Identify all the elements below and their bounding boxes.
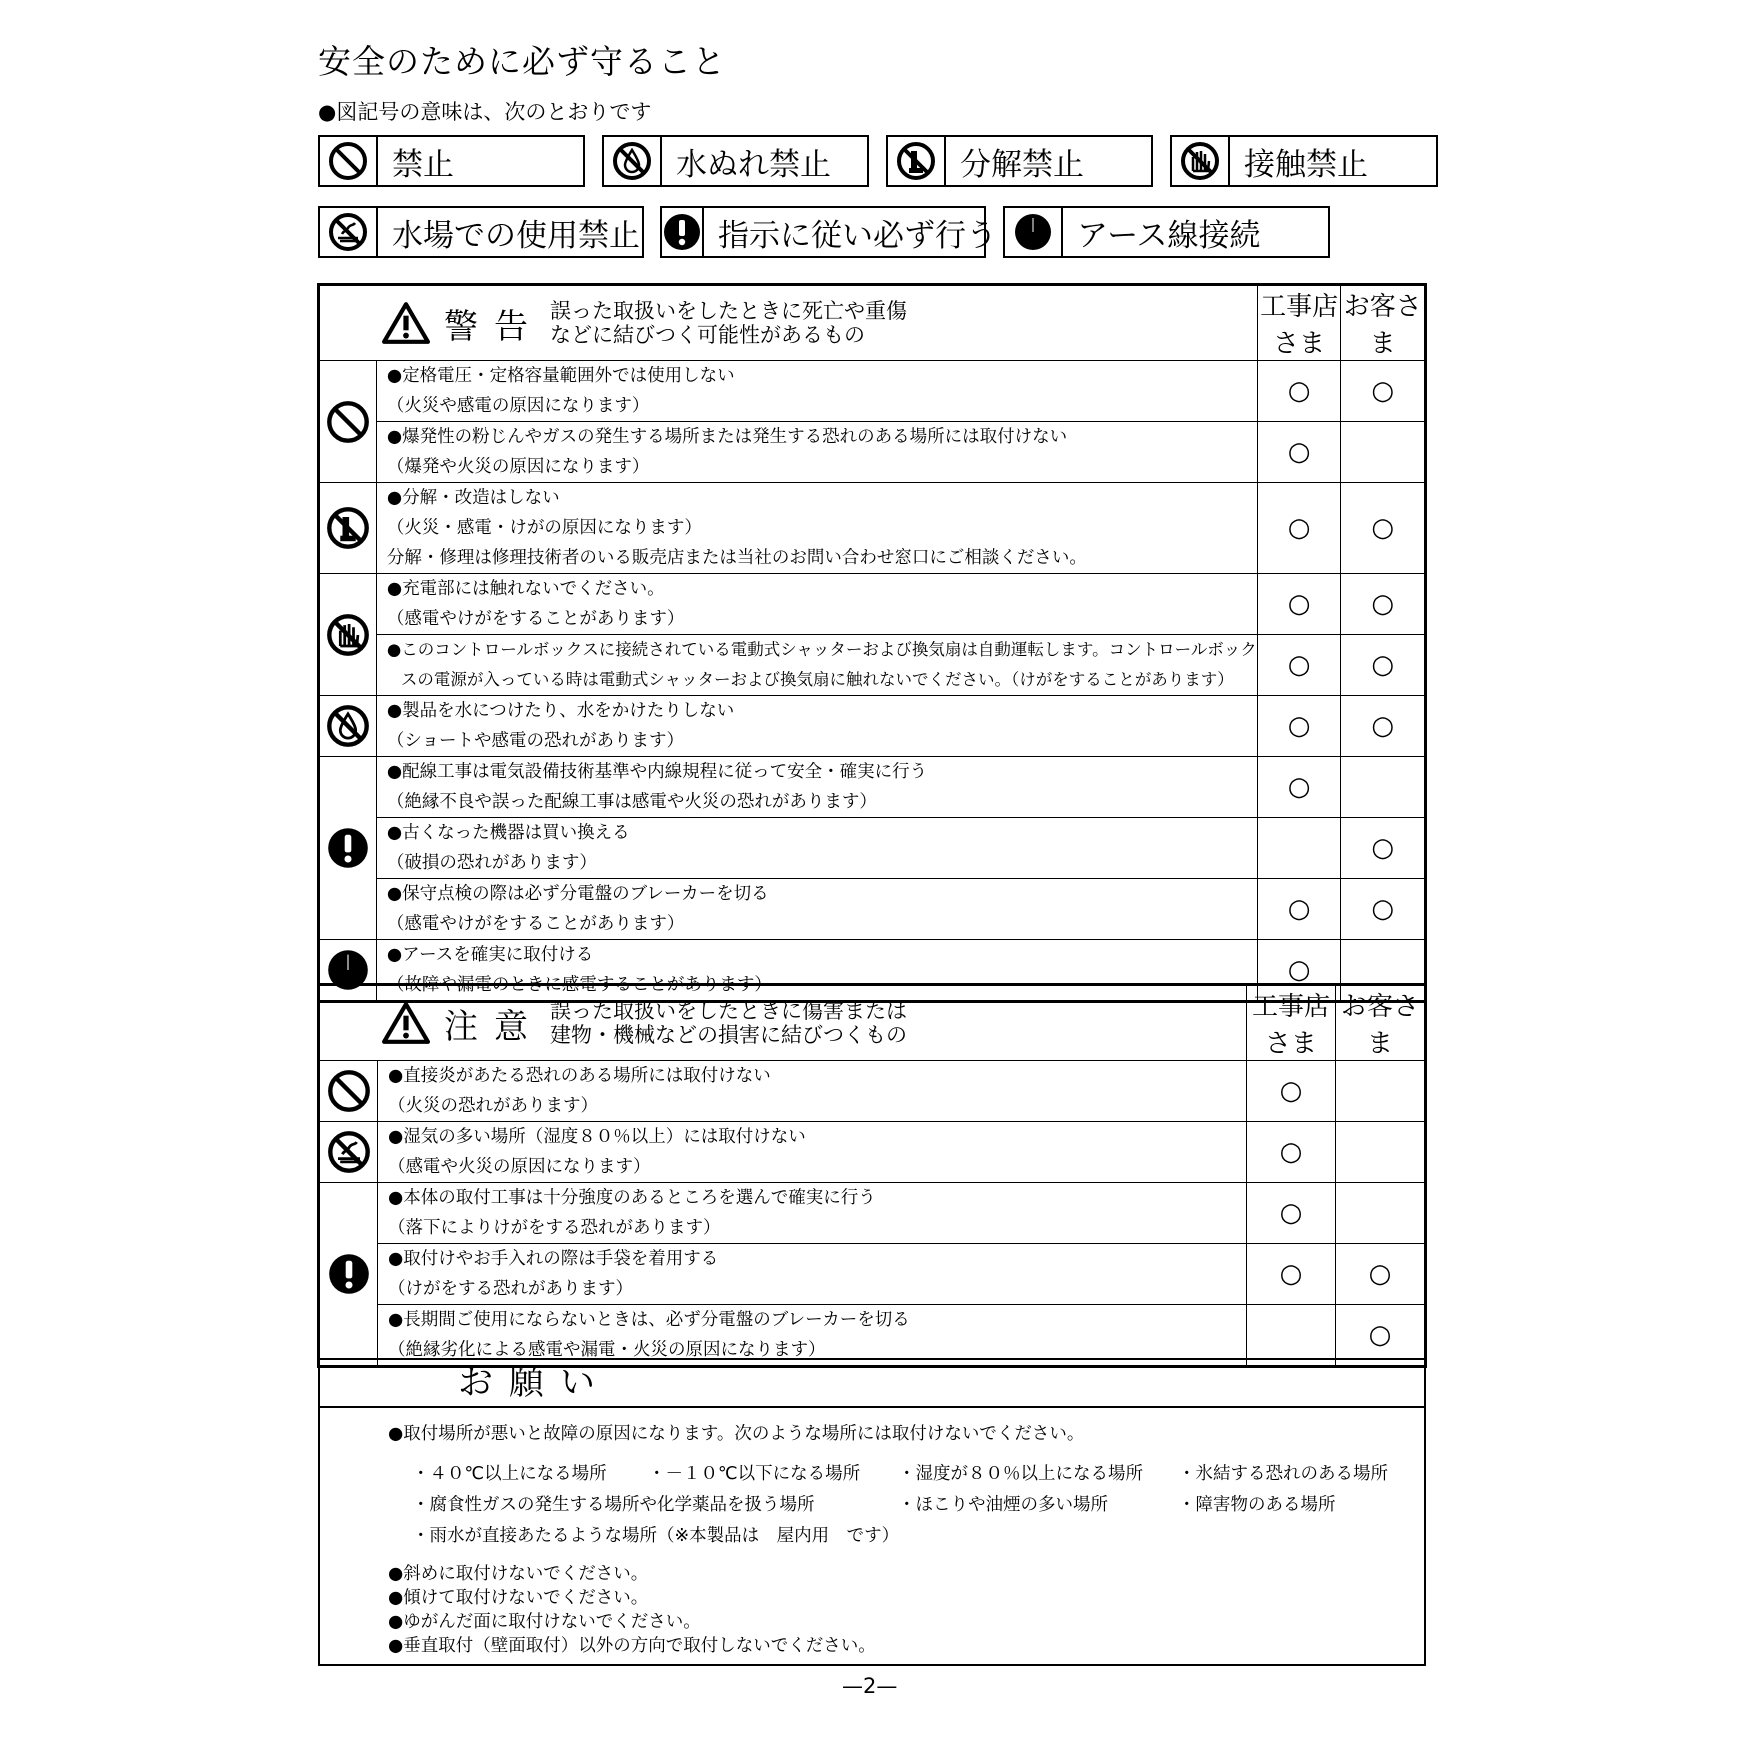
list-item: ・雨水が直接あたるような場所（※本製品は 屋内用 です） (412, 1526, 900, 1546)
list-item: ●傾けて取付けないでください。 (388, 1588, 649, 1608)
table-row (319, 635, 1426, 696)
request-box (318, 1358, 1426, 1666)
customer-mark: ○ (1341, 361, 1426, 422)
row-note: （爆発や火災の原因になります） (386, 457, 650, 477)
legend-label: 水場での使用禁止 (392, 217, 640, 254)
row-note: 分解・修理は修理技術者のいる販売店または当社のお問い合わせ窓口にご相談ください。 (386, 548, 1087, 568)
installer-column-header: 工事店さま (1247, 985, 1336, 1061)
row-note: （ショートや感電の恐れがあります） (386, 731, 685, 751)
installer-column-header: 工事店さま (1257, 285, 1341, 361)
legend-ground (1003, 206, 1330, 258)
row-text: ●製品を水につけたり、水をかけたりしない (386, 701, 735, 721)
installer-mark: ○ (1257, 879, 1341, 940)
no-touch-icon (1180, 141, 1220, 181)
legend-no-wet-place (318, 206, 644, 258)
legend-label: 指示に従い必ず行う (718, 217, 997, 254)
installer-mark: ○ (1247, 1122, 1336, 1183)
row-note: （火災や感電の原因になります） (386, 396, 650, 416)
caution-table (317, 983, 1427, 1368)
row-text: ●取付けやお手入れの際は手袋を着用する (388, 1249, 719, 1269)
customer-mark (1336, 1122, 1426, 1183)
mandatory-icon (662, 212, 702, 252)
row-text: ●配線工事は電気設備技術基準や内線規程に従って安全・確実に行う (386, 762, 928, 782)
customer-mark (1341, 422, 1426, 483)
installer-mark: ○ (1247, 1061, 1336, 1122)
no-wet-place-icon (327, 1130, 371, 1174)
installer-mark: ○ (1257, 940, 1341, 1002)
request-lead: ●取付場所が悪いと故障の原因になります。次のような場所には取付けないでください。 (388, 1424, 1085, 1444)
page-number: —2— (842, 1674, 898, 1698)
legend-no-touch (1170, 135, 1438, 187)
list-item: ●垂直取付（壁面取付）以外の方向で取付しないでください。 (388, 1636, 876, 1656)
installer-mark: ○ (1257, 757, 1341, 818)
row-text: ●古くなった機器は買い換える (386, 823, 630, 843)
row-note: （故障や漏電のときに感電することがあります） (386, 975, 772, 995)
legend-label: アース線接続 (1077, 217, 1261, 254)
installer-mark: ○ (1257, 483, 1341, 574)
legend-no-disassembly (886, 135, 1153, 187)
customer-mark: ○ (1341, 574, 1426, 635)
row-text: ●湿気の多い場所（湿度８０％以上）には取付けない (388, 1127, 806, 1147)
legend-label: 接触禁止 (1244, 146, 1368, 183)
installer-mark (1257, 818, 1341, 879)
row-text: ●爆発性の粉じんやガスの発生する場所または発生する恐れのある場所には取付けない (386, 427, 1068, 447)
caution-heading: 注意 (444, 1006, 544, 1047)
list-item: ・－１０℃以下になる場所 (648, 1464, 861, 1484)
warning-description-line1: 誤った取扱いをしたときに死亡や重傷 (550, 299, 907, 323)
row-text: ●このコントロールボックスに接続されている電動式シャッターおよび換気扇は自動運転します。コントロールボック (386, 640, 1257, 659)
row-text: ●保守点検の際は必ず分電盤のブレーカーを切る (386, 884, 769, 904)
table-row (319, 361, 1426, 422)
no-touch-icon (326, 613, 370, 657)
row-note: （感電やけがをすることがあります） (386, 609, 685, 629)
table-row (319, 1061, 1426, 1122)
request-heading: お願い (320, 1360, 1424, 1408)
prohibited-icon (326, 400, 370, 444)
no-wet-place-icon (328, 212, 368, 252)
warning-description-line2: などに結びつく可能性があるもの (550, 323, 865, 347)
row-text: ●定格電圧・定格容量範囲外では使用しない (386, 366, 735, 386)
row-text: ●直接炎があたる恐れのある場所には取付けない (388, 1066, 771, 1086)
ground-icon (1013, 212, 1053, 252)
customer-mark (1336, 1183, 1426, 1244)
table-row (319, 879, 1426, 940)
table-row (319, 1122, 1426, 1183)
legend-label: 分解禁止 (960, 146, 1084, 183)
no-water-icon (612, 141, 652, 181)
no-water-icon (326, 704, 370, 748)
list-item: ・湿度が８０％以上になる場所 (898, 1464, 1143, 1484)
installer-mark: ○ (1257, 696, 1341, 757)
legend-prohibited (318, 135, 585, 187)
list-item: ●斜めに取付けないでください。 (388, 1564, 649, 1584)
table-row (319, 1183, 1426, 1244)
customer-mark (1341, 757, 1426, 818)
table-row (319, 818, 1426, 879)
list-item: ・障害物のある場所 (1178, 1495, 1336, 1515)
no-disassembly-icon (896, 141, 936, 181)
legend-no-water (602, 135, 869, 187)
list-item: ●ゆがんだ面に取付けないでください。 (388, 1612, 701, 1632)
table-row (319, 483, 1426, 574)
table-row (319, 422, 1426, 483)
customer-mark: ○ (1341, 635, 1426, 696)
row-note: （落下によりけがをする恐れがあります） (388, 1218, 721, 1238)
installer-mark: ○ (1257, 635, 1341, 696)
customer-mark: ○ (1341, 818, 1426, 879)
prohibited-icon (327, 1069, 371, 1113)
warning-triangle-icon (382, 301, 430, 345)
row-note: （けがをする恐れがあります） (388, 1279, 633, 1299)
caution-description-line2: 建物・機械などの損害に結びつくもの (550, 1023, 907, 1047)
no-disassembly-icon (326, 506, 370, 550)
row-note: （感電や火災の原因になります） (388, 1157, 651, 1177)
customer-column-header: お客さま (1336, 985, 1426, 1061)
installer-mark: ○ (1247, 1244, 1336, 1305)
legend-label: 水ぬれ禁止 (676, 146, 831, 183)
caution-triangle-icon (382, 1001, 430, 1045)
caution-header (319, 985, 1247, 1061)
prohibited-icon (328, 141, 368, 181)
table-row (319, 1244, 1426, 1305)
row-note: （絶縁不良や誤った配線工事は感電や火災の恐れがあります） (386, 792, 877, 812)
legend-intro: ●図記号の意味は、次のとおりです (318, 100, 652, 124)
row-text: ●アースを確実に取付ける (386, 945, 594, 965)
warning-heading: 警告 (444, 306, 544, 347)
customer-mark: ○ (1336, 1305, 1426, 1367)
installer-mark: ○ (1257, 361, 1341, 422)
row-note: （火災・感電・けがの原因になります） (386, 518, 702, 538)
row-note: （火災の恐れがあります） (388, 1096, 598, 1116)
mandatory-icon (327, 1252, 371, 1296)
page-title: 安全のために必ず守ること (318, 42, 726, 81)
mandatory-icon (326, 826, 370, 870)
table-row (319, 757, 1426, 818)
list-item: ・４０℃以上になる場所 (412, 1464, 607, 1484)
customer-mark: ○ (1336, 1244, 1426, 1305)
legend-label: 禁止 (392, 146, 454, 183)
row-note: （破損の恐れがあります） (386, 853, 597, 873)
row-text: ●分解・改造はしない (386, 488, 560, 508)
warning-header (319, 285, 1258, 361)
customer-mark: ○ (1341, 483, 1426, 574)
customer-column-header: お客さま (1341, 285, 1426, 361)
list-item: ・腐食性ガスの発生する場所や化学薬品を扱う場所 (412, 1495, 815, 1515)
warning-table (317, 283, 1427, 1003)
row-text: ●充電部には触れないでください。 (386, 579, 665, 599)
row-note: （感電やけがをすることがあります） (386, 914, 685, 934)
table-row (319, 574, 1426, 635)
table-row (319, 696, 1426, 757)
list-item: ・氷結する恐れのある場所 (1178, 1464, 1388, 1484)
row-text: ●本体の取付工事は十分強度のあるところを選んで確実に行う (388, 1188, 876, 1208)
legend-mandatory (660, 206, 997, 258)
list-item: ・ほこりや油煙の多い場所 (898, 1495, 1108, 1515)
row-text: ●長期間ご使用にならないときは、必ず分電盤のブレーカーを切る (388, 1310, 910, 1330)
customer-mark (1336, 1061, 1426, 1122)
customer-mark: ○ (1341, 696, 1426, 757)
caution-description-line1: 誤った取扱いをしたときに傷害または (550, 999, 907, 1023)
installer-mark: ○ (1257, 422, 1341, 483)
installer-mark: ○ (1247, 1183, 1336, 1244)
installer-mark: ○ (1257, 574, 1341, 635)
row-note: スの電源が入っている時は電動式シャッターおよび換気扇に触れないでください。（けがをすることがあります） (400, 670, 1234, 689)
customer-mark: ○ (1341, 879, 1426, 940)
row-note: （絶縁劣化による感電や漏電・火災の原因になります） (388, 1340, 826, 1360)
